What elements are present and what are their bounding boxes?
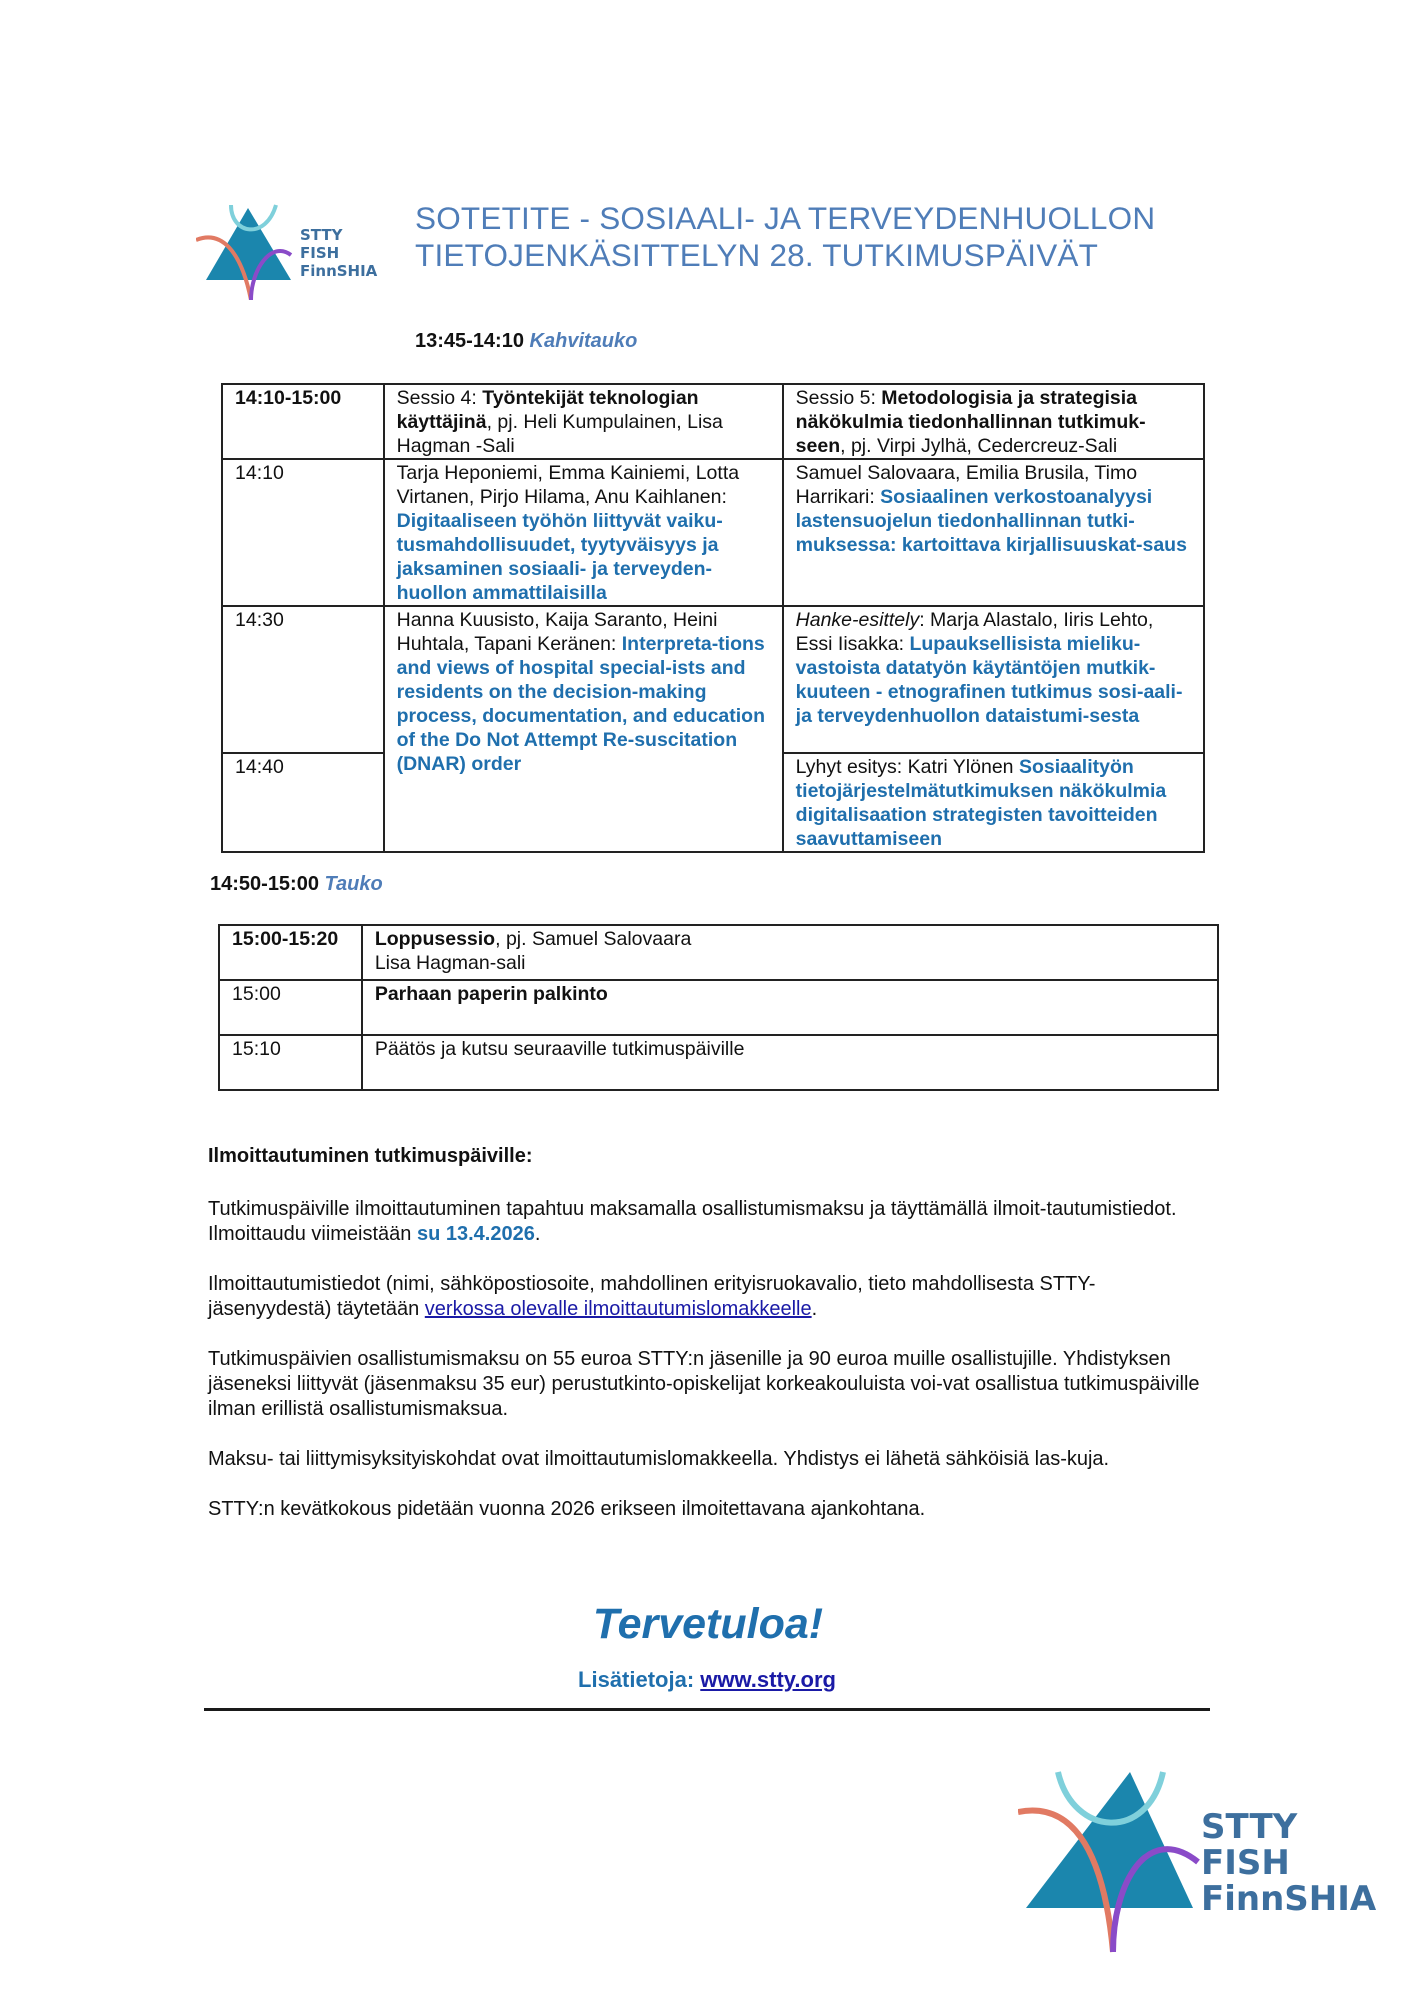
registration-heading: Ilmoittautuminen tutkimuspäiville: [208, 1145, 533, 1167]
coffee-break-time: 13:45-14:10 [415, 330, 524, 352]
talk-authors: Samuel Salovaara, Emilia Brusila, Timo Harrikari: [795, 462, 1138, 508]
talk-title: Sosiaalityön tietojärjestelmätutkimuksen näkökulmia digitalisaation strategisten tavoitteiden saavuttamiseen [795, 756, 1167, 850]
registration-paragraph [208, 1272, 1208, 1322]
closing-title: Loppusessio [374, 928, 496, 950]
closing-chair: , pj. Samuel Salovaara [495, 928, 692, 950]
session-4-prefix: Sessio 4: [396, 387, 483, 409]
closing-time: 15:00 [219, 980, 362, 1035]
closing-session-table [218, 924, 1219, 1091]
website-link[interactable]: www.stty.org [700, 1667, 836, 1692]
table-row [219, 1035, 1218, 1090]
session-5-title: Metodologisia ja strategisia näkökulmia tiedonhallinnan tutkimuk-seen [795, 387, 1146, 457]
closing-item [362, 925, 1218, 980]
session-4-title: Työntekijät teknologian käyttäjinä [396, 387, 699, 433]
talk-session-5 [783, 606, 1204, 753]
logo-text-fish: FISH [300, 244, 340, 262]
logo-text-stty: STTY [1201, 1807, 1298, 1847]
session-5-header [783, 384, 1204, 459]
title-line-1: SOTETITE - SOSIAALI- JA TERVEYDENHUOLLON [415, 200, 1156, 236]
registration-text: Ilmoittautumistiedot (nimi, sähköpostiosoite, mahdollinen erityisruokavalio, tieto mahdollisesta STTY-jäsenyydestä) täytetään [208, 1273, 1096, 1320]
session-table [221, 383, 1205, 853]
talk-title: Interpreta-tions and views of hospital special-ists and residents on the decision-making process, documentation, and education of the Do Not Attempt Re-suscitation (DNAR) order [396, 633, 765, 775]
payment-paragraph: Maksu- tai liittymisyksityiskohdat ovat ilmoittautumislomakkeella. Yhdistys ei lähetä sähköisiä las-kuja. [208, 1448, 1110, 1470]
title-line-2: TIETOJENKÄSITTELYN 28. TUTKIMUSPÄIVÄT [415, 237, 1099, 273]
closing-item [362, 980, 1218, 1035]
table-row [219, 925, 1218, 980]
best-paper-award: Parhaan paperin palkinto [374, 983, 608, 1005]
talk-session-5 [783, 753, 1204, 852]
registration-form-link[interactable]: verkossa olevalle ilmoittautumislomakkeelle [424, 1298, 812, 1320]
session-4-chair: , pj. Heli Kumpulainen, Lisa Hagman -Sali [396, 411, 723, 457]
more-info [0, 1667, 1414, 1693]
stty-logo [196, 200, 396, 300]
talk-session-5 [783, 459, 1204, 606]
divider [204, 1708, 1210, 1711]
talk-authors: Tarja Heponiemi, Emma Kainiemi, Lotta Virtanen, Pirjo Hilama, Anu Kaihlanen: [396, 462, 740, 508]
logo-triangle-icon [1026, 1772, 1193, 1908]
closing-item [362, 1035, 1218, 1090]
welcome-heading [0, 1600, 1414, 1649]
stty-logo-large [1018, 1762, 1398, 1962]
logo-text-finnshia: FinnSHIA [1201, 1879, 1377, 1919]
punctuation: . [811, 1298, 818, 1320]
session-time: 14:10-15:00 [222, 384, 384, 459]
break [210, 873, 383, 896]
talk-authors: : Marja Alastalo, Iiris Lehto, Essi Iisakka: [795, 609, 1154, 655]
session-4-header [384, 384, 783, 459]
punctuation: . [534, 1223, 541, 1245]
logo-text-finnshia: FinnSHIA [300, 262, 378, 280]
break-label: Tauko [324, 873, 383, 895]
logo-text-stty: STTY [300, 226, 343, 244]
talk-session-4 [384, 459, 783, 606]
talk-title: Lupauksellisista mieliku-vastoista datatyön käytäntöjen mutkik-kuuteen - etnografinen tutkimus sosi-aali- ja terveydenhuollon dataistumi-sesta [795, 633, 1183, 727]
closing-time: 15:00-15:20 [219, 925, 362, 980]
registration-text: Tutkimuspäiville ilmoittautuminen tapahtuu maksamalla osallistumismaksu ja täyttämällä ilmoit-tautumistiedot. Ilmoittaudu viimeistään [208, 1198, 1177, 1245]
table-row [222, 459, 1204, 606]
meeting-paragraph: STTY:n kevätkokous pidetään vuonna 2026 erikseen ilmoitettavana ajankohtana. [208, 1498, 926, 1520]
session-5-prefix: Sessio 5: [795, 387, 882, 409]
fee-paragraph: Tutkimuspäivien osallistumismaksu on 55 euroa STTY:n jäsenille ja 90 euroa muille osallistujille. Yhdistyksen jäseneksi liittyvät (jäsenmaksu 35 eur) perustutkinto-opiskelijat korkeakouluista voi-vat osallistua tutkimuspäiville ilman erillistä osallistumismaksua. [208, 1348, 1200, 1420]
talk-time: 14:10 [222, 459, 384, 606]
more-info-label: Lisätietoja: [578, 1667, 701, 1692]
table-row [222, 606, 1204, 753]
coffee-break-label: Kahvitauko [529, 330, 638, 352]
closing-text: Päätös ja kutsu seuraaville tutkimuspäiville [374, 1038, 745, 1060]
logo-triangle-icon [206, 208, 291, 280]
talk-title: Sosiaalinen verkostoanalyysi lastensuojelun tiedonhallinnan tutki-muksessa: kartoittava kirjallisuuskat-saus [795, 486, 1187, 556]
welcome-text: Tervetuloa! [592, 1600, 824, 1648]
closing-time: 15:10 [219, 1035, 362, 1090]
talk-time: 14:40 [222, 753, 384, 852]
coffee-break [415, 330, 637, 353]
session-5-chair: , pj. Virpi Jylhä, Cedercreuz-Sali [840, 435, 1118, 457]
registration-paragraph [208, 1197, 1208, 1247]
talk-session-4 [384, 606, 783, 852]
table-row [222, 384, 1204, 459]
logo-text-fish: FISH [1201, 1843, 1290, 1883]
table-row [219, 980, 1218, 1035]
talk-title: Digitaaliseen työhön liittyvät vaiku-tusmahdollisuudet, tyytyväisyys ja jaksaminen sosiaali- ja terveyden-huollon ammattilaisilla [396, 510, 723, 604]
talk-type: Hanke-esittely [795, 609, 920, 631]
talk-authors: Hanna Kuusisto, Kaija Saranto, Heini Huhtala, Tapani Keränen: [396, 609, 718, 655]
break-time: 14:50-15:00 [210, 873, 319, 895]
talk-authors: Lyhyt esitys: Katri Ylönen [795, 756, 1019, 778]
registration-section [208, 1144, 1208, 1547]
registration-deadline: su 13.4.2026 [416, 1223, 535, 1245]
page-title [415, 200, 1155, 274]
closing-room: Lisa Hagman-sali [374, 952, 526, 974]
talk-time: 14:30 [222, 606, 384, 753]
